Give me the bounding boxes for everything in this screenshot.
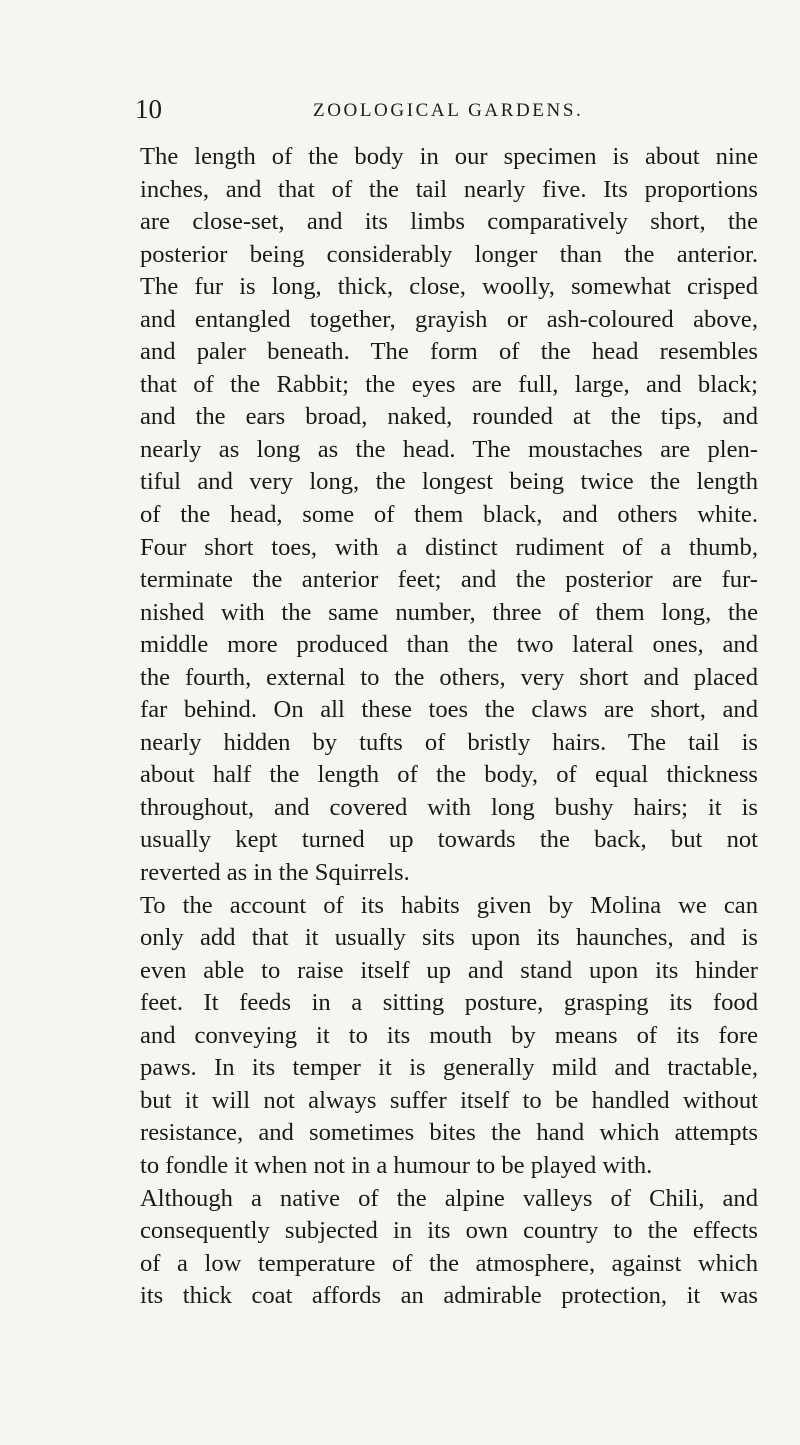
text-line: its thick coat affords an admirable protection, it was <box>140 1282 758 1310</box>
text-line: tiful and very long, the longest being twice the length <box>140 468 758 496</box>
text-line: feet. It feeds in a sitting posture, grasping its food <box>140 989 758 1017</box>
text-line: Four short toes, with a distinct rudiment of a thumb, <box>140 533 758 561</box>
body-text <box>140 141 758 1313</box>
text-line: To the account of its habits given by Molina we can <box>140 891 758 919</box>
text-line: usually kept turned up towards the back, but not <box>140 826 758 854</box>
text-line: and the ears broad, naked, rounded at the tips, and <box>140 403 758 431</box>
text-line: The length of the body in our specimen is about nine <box>140 143 758 170</box>
text-line: reverted as in the Squirrels. <box>140 859 410 887</box>
text-line: and paler beneath. The form of the head resembles <box>140 338 758 366</box>
text-line: but it will not always suffer itself to be handled without <box>140 1086 758 1114</box>
text-line: to fondle it when not in a humour to be played with. <box>140 1151 653 1179</box>
text-line: Although a native of the alpine valleys of Chili, and <box>140 1184 758 1212</box>
text-line: only add that it usually sits upon its haunches, and is <box>140 924 758 952</box>
text-line: throughout, and covered with long bushy hairs; it is <box>140 793 758 821</box>
page-number: 10 <box>135 94 162 124</box>
text-line: middle more produced than the two lateral ones, and <box>140 631 758 659</box>
text-line: of the head, some of them black, and others white. <box>140 501 758 529</box>
text-line: terminate the anterior feet; and the posterior are fur- <box>140 566 758 594</box>
text-line: far behind. On all these toes the claws are short, and <box>140 696 758 724</box>
text-line: and entangled together, grayish or ash-coloured above, <box>140 305 758 333</box>
text-line: paws. In its temper it is generally mild and tractable, <box>140 1054 758 1082</box>
text-line: are close-set, and its limbs comparatively short, the <box>140 208 758 236</box>
text-line: inches, and that of the tail nearly five. Its proportions <box>140 175 758 203</box>
text-line: posterior being considerably longer than the anterior. <box>140 240 758 268</box>
text-line: and conveying it to its mouth by means of its fore <box>140 1021 758 1049</box>
text-line: nished with the same number, three of them long, the <box>140 598 758 626</box>
text-line: resistance, and sometimes bites the hand which attempts <box>140 1119 758 1147</box>
text-line: even able to raise itself up and stand upon its hinder <box>140 956 758 984</box>
text-line: that of the Rabbit; the eyes are full, large, and black; <box>140 370 758 398</box>
text-line: The fur is long, thick, close, woolly, somewhat crisped <box>140 273 758 301</box>
text-line: consequently subjected in its own country to the effects <box>140 1217 758 1245</box>
page-header <box>135 94 755 128</box>
text-line: nearly as long as the head. The moustaches are plen- <box>140 435 758 463</box>
text-line: the fourth, external to the others, very short and placed <box>140 663 758 691</box>
running-head: ZOOLOGICAL GARDENS. <box>313 100 584 121</box>
text-line: about half the length of the body, of equal thickness <box>140 761 758 789</box>
text-line: of a low temperature of the atmosphere, against which <box>140 1249 758 1277</box>
text-line: nearly hidden by tufts of bristly hairs. The tail is <box>140 728 758 756</box>
